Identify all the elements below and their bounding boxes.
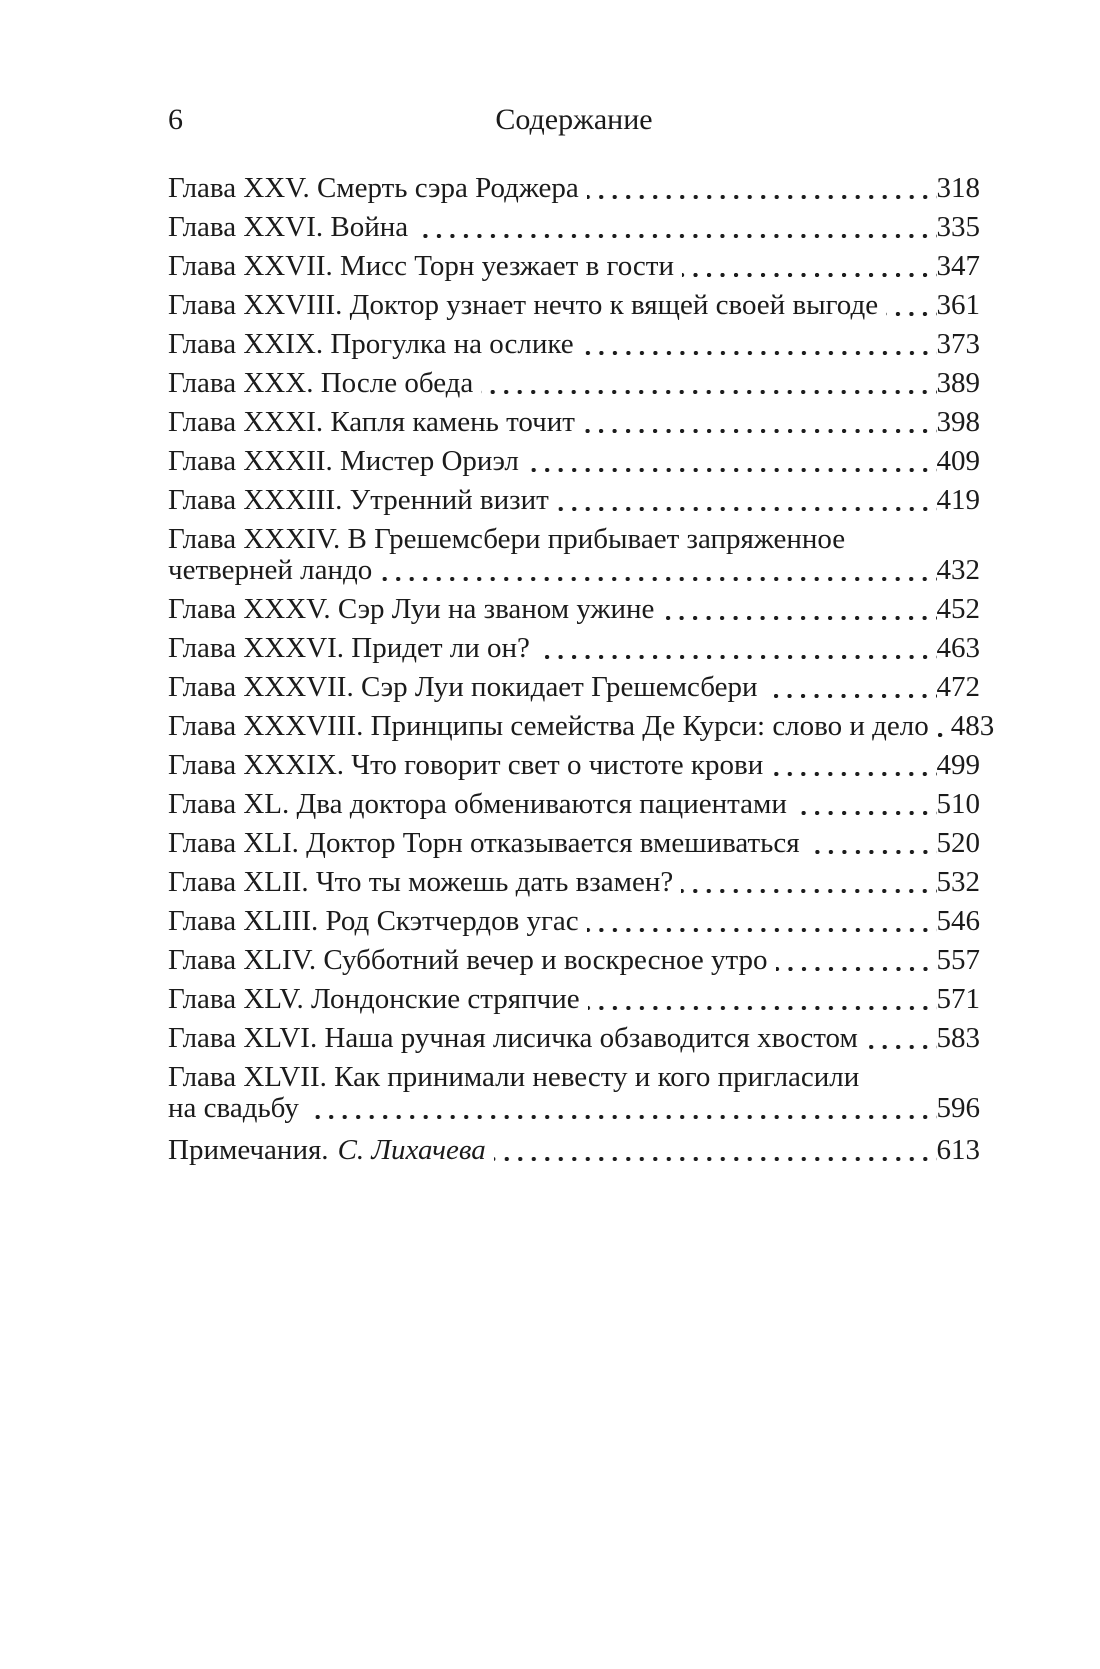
toc-entry-title: [168, 173, 579, 204]
dot-leader: [587, 928, 937, 932]
toc-entry: [168, 828, 980, 859]
table-of-contents: [168, 172, 995, 1166]
toc-entry-title: [168, 945, 768, 976]
toc-entry: [168, 446, 980, 477]
toc-page-number: 483: [950, 710, 995, 742]
toc-entry: [168, 633, 980, 664]
toc-entry-title: [168, 867, 673, 898]
toc-entry-title: [168, 368, 473, 399]
toc-entry-title-text: Глава XXVIII. Доктор узнает нечто к вящей своей выгоде: [168, 289, 879, 321]
toc-page-number: 571: [936, 983, 980, 1015]
toc-page-number: 373: [936, 328, 980, 360]
toc-entry-title: [168, 906, 579, 937]
toc-page-number: 546: [936, 905, 980, 937]
toc-entry-title-continued: четверней ландо: [168, 554, 373, 586]
toc-entry-title-text: Глава XXXII. Мистер Ориэл: [168, 445, 519, 477]
toc-page-number: 318: [936, 172, 980, 204]
toc-page-number: 520: [936, 827, 980, 859]
dot-leader: [416, 234, 936, 238]
toc-entry-title: [168, 1135, 486, 1166]
toc-entry-title: [168, 594, 654, 625]
dot-leader: [587, 195, 937, 199]
page-header: [168, 100, 980, 140]
toc-page-number: 419: [936, 484, 980, 516]
toc-entry: [168, 212, 980, 243]
toc-entry: [168, 1023, 980, 1054]
toc-page-number: 557: [936, 944, 980, 976]
toc-page-number: 613: [936, 1134, 980, 1166]
toc-page-number: 583: [936, 1022, 980, 1054]
toc-page-number: 361: [936, 289, 980, 321]
toc-page-number: 389: [936, 367, 980, 399]
dot-leader: [682, 273, 937, 277]
toc-entry-title-text: Глава XXXIX. Что говорит свет о чистоте крови: [168, 749, 764, 781]
toc-entry: [168, 173, 980, 204]
toc-page-number: 335: [936, 211, 980, 243]
toc-entry-title: [168, 633, 530, 664]
toc-entry: [168, 750, 980, 781]
toc-entry: [168, 1135, 980, 1166]
toc-entry: [168, 329, 980, 360]
toc-entry-title-text: Глава XLIII. Род Скэтчердов угас: [168, 905, 579, 937]
toc-entry: [168, 251, 980, 282]
toc-entry-title-text: Глава XXXI. Капля камень точит: [168, 406, 575, 438]
toc-page-number: 398: [936, 406, 980, 438]
dot-leader: [494, 1157, 937, 1161]
toc-page-number: 532: [936, 866, 980, 898]
dot-leader: [583, 429, 937, 433]
dot-leader: [662, 616, 936, 620]
toc-entry-title-italic: С. Лихачева: [337, 1134, 486, 1166]
toc-entry: [168, 945, 980, 976]
toc-entry-title-text: Глава XXXVII. Сэр Луи покидает Грешемсбери: [168, 671, 758, 703]
toc-entry: [168, 906, 980, 937]
dot-leader: [866, 1045, 937, 1049]
toc-page-number: 409: [936, 445, 980, 477]
toc-entry-title: [168, 984, 580, 1015]
toc-entry-title: [168, 1023, 858, 1054]
toc-entry-title-text: Глава XLV. Лондонские стряпчие: [168, 983, 580, 1015]
dot-leader: [795, 811, 937, 815]
dot-leader: [886, 312, 936, 316]
toc-entry: [168, 984, 980, 1015]
toc-entry-title-text: Глава XLI. Доктор Торн отказывается вмешиваться: [168, 827, 800, 859]
toc-page-number: 510: [936, 788, 980, 820]
toc-entry: [168, 290, 980, 321]
toc-entry-title-text: Глава XXXIII. Утренний визит: [168, 484, 549, 516]
toc-entry-title: [168, 750, 763, 781]
toc-entry-title: [168, 446, 519, 477]
toc-entry-title-text: Глава XXXVIII. Принципы семейства Де Курси: слово и дело: [168, 710, 929, 742]
toc-entry-title-text: Глава XLVI. Наша ручная лисичка обзаводится хвостом: [168, 1022, 858, 1054]
toc-entry: [168, 710, 995, 742]
toc-page-number: 463: [936, 632, 980, 664]
dot-leader: [538, 655, 937, 659]
dot-leader: [582, 351, 937, 355]
toc-page-number: 432: [936, 554, 980, 586]
toc-entry: [168, 407, 980, 438]
toc-entry-title: [168, 290, 878, 321]
dot-leader: [776, 967, 937, 971]
page-content: [168, 100, 995, 1174]
toc-entry-title-text: Глава XXXV. Сэр Луи на званом ужине: [168, 593, 655, 625]
toc-entry-title-text: Глава XXVI. Война: [168, 211, 409, 243]
toc-entry: [168, 672, 980, 703]
dot-leader: [681, 889, 936, 893]
toc-page-number: 347: [936, 250, 980, 282]
page-number: 6: [168, 103, 183, 136]
toc-entry-title-text: Глава XXV. Смерть сэра Роджера: [168, 172, 579, 204]
toc-entry-title-text: Глава XXIX. Прогулка на ослике: [168, 328, 574, 360]
dot-leader: [481, 390, 936, 394]
toc-entry: [168, 789, 980, 820]
toc-entry: [168, 368, 980, 399]
dot-leader: [937, 733, 951, 737]
toc-page-number: 499: [936, 749, 980, 781]
dot-leader: [808, 850, 937, 854]
toc-page-number: 452: [936, 593, 980, 625]
toc-entry: [168, 594, 980, 625]
toc-entry-title: [168, 485, 549, 516]
toc-entry-title: [168, 329, 574, 360]
page-title: Содержание: [495, 103, 653, 136]
toc-entry-title: [168, 672, 757, 703]
toc-entry-title: [168, 212, 408, 243]
toc-entry-title: Глава XXXIV. В Грешемсбери прибывает запряженное: [168, 523, 846, 555]
dot-leader: [307, 1115, 937, 1119]
toc-entry-title: [168, 407, 575, 438]
toc-entry-title-text: Глава XLIV. Субботний вечер и воскресное утро: [168, 944, 768, 976]
dot-leader: [557, 507, 937, 511]
toc-entry-title: [168, 251, 674, 282]
toc-entry-title: [168, 828, 800, 859]
toc-entry-title-text: Глава XLII. Что ты можешь дать взамен?: [168, 866, 674, 898]
dot-leader: [588, 1006, 937, 1010]
dot-leader: [765, 694, 936, 698]
dot-leader: [527, 468, 937, 472]
toc-entry-title-continued: на свадьбу: [168, 1092, 299, 1124]
dot-leader: [771, 772, 936, 776]
toc-entry-title-text: Глава XXX. После обеда: [168, 367, 474, 399]
toc-page-number: 596: [936, 1092, 980, 1124]
dot-leader: [380, 577, 936, 581]
toc-entry: [168, 867, 980, 898]
toc-entry-title: Глава XLVII. Как принимали невесту и кого пригласили: [168, 1061, 860, 1093]
toc-entry: [168, 485, 980, 516]
toc-entry-title-text: Примечания.: [168, 1134, 329, 1166]
toc-entry: [168, 1062, 980, 1124]
toc-page-number: 472: [936, 671, 980, 703]
toc-entry-title-text: Глава XL. Два доктора обмениваются пациентами: [168, 788, 787, 820]
toc-entry-title-text: Глава XXVII. Мисс Торн уезжает в гости: [168, 250, 674, 282]
toc-entry-title: [168, 789, 787, 820]
toc-entry-title-text: Глава XXXVI. Придет ли он?: [168, 632, 530, 664]
toc-entry: [168, 524, 980, 586]
toc-entry-title: [168, 711, 929, 742]
